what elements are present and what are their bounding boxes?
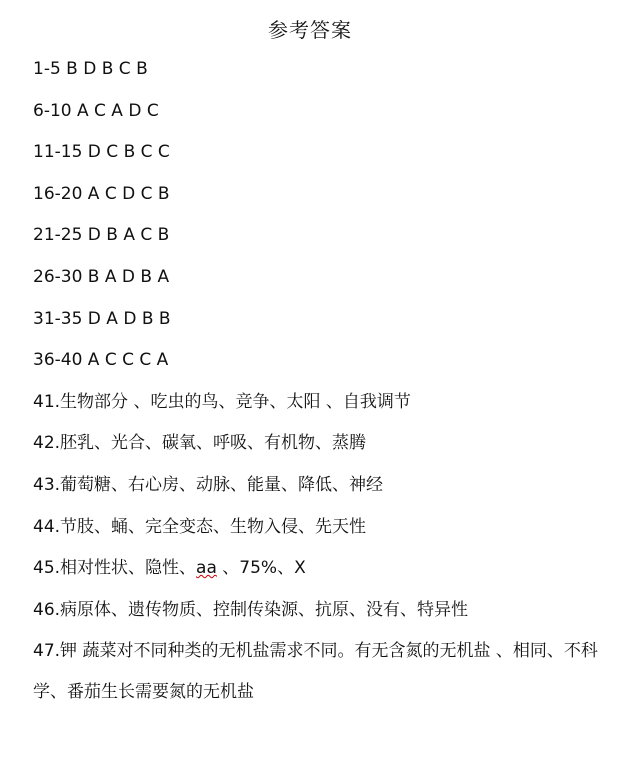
answer-line-36-40: 36-40 A C C C A <box>33 350 169 371</box>
answer-45-underlined: aa <box>196 558 217 579</box>
answer-line-11-15: 11-15 D C B C C <box>33 142 170 163</box>
answer-line-6-10: 6-10 A C A D C <box>33 100 159 121</box>
answer-line-16-20: 16-20 A C D C B <box>33 183 170 204</box>
answer-list <box>33 56 603 713</box>
answer-line-46: 46.病原体、遗传物质、控制传染源、抗原、没有、特异性 <box>33 599 469 620</box>
answer-line-45 <box>33 555 603 597</box>
answer-line-31-35: 31-35 D A D B B <box>33 308 171 329</box>
answer-line-21-25: 21-25 D B A C B <box>33 225 170 246</box>
page-title: 参考答案 <box>268 18 352 42</box>
answer-45-after: 、75%、X <box>216 558 306 579</box>
answer-line-42: 42.胚乳、光合、碳氧、呼吸、有机物、蒸腾 <box>33 433 367 454</box>
answer-line-26-30: 26-30 B A D B A <box>33 266 170 287</box>
answer-line-1-5: 1-5 B D B C B <box>33 59 148 79</box>
answer-line-43: 43.葡萄糖、右心房、动脉、能量、降低、神经 <box>33 474 384 495</box>
answer-line-44: 44.节肢、蛹、完全变态、生物入侵、先天性 <box>33 516 367 537</box>
answer-45-before: 45.相对性状、隐性、 <box>33 558 197 579</box>
answer-line-41: 41.生物部分 、吃虫的鸟、竞争、太阳 、自我调节 <box>33 391 411 412</box>
answer-line-47: 47.钾 蔬菜对不同种类的无机盐需求不同。有无含氮的无机盐 、相同、不科学、番茄生长需要氮的无机盐 <box>33 641 598 703</box>
